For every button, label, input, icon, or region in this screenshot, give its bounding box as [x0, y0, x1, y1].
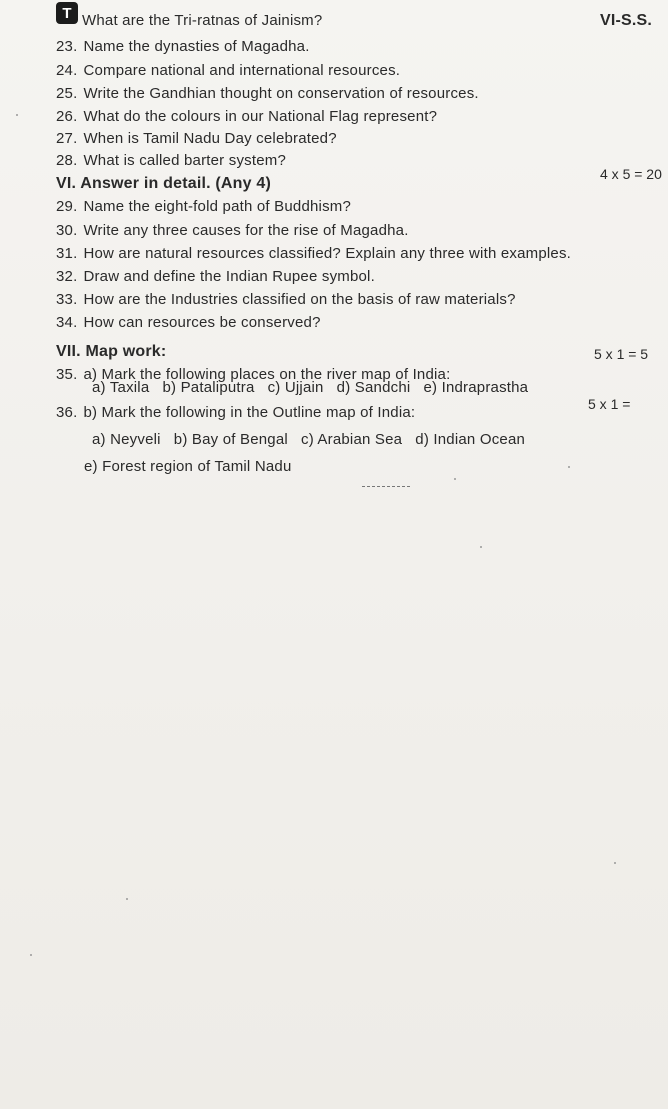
paper-speck — [30, 954, 32, 956]
paper-speck — [16, 114, 18, 116]
question-item — [56, 108, 437, 125]
question-item — [56, 198, 351, 215]
paper-speck — [568, 466, 570, 468]
options-text: a) Taxila b) Pataliputra c) Ujjain d) Sandchi e) Indraprastha — [92, 379, 529, 396]
question-item — [56, 62, 400, 79]
top-question: What are the Tri-ratnas of Jainism? — [82, 12, 323, 29]
options-text: a) Neyveli b) Bay of Bengal c) Arabian Sea d) Indian Ocean — [92, 431, 526, 448]
section-heading-vii: VII. Map work: — [56, 343, 167, 360]
end-dashes — [362, 486, 410, 487]
question-number: 33. — [56, 291, 78, 308]
paper-speck — [614, 862, 616, 864]
question-number: 26. — [56, 108, 78, 125]
question-36 — [56, 404, 415, 421]
section-heading-vi: VI. Answer in detail. (Any 4) — [56, 175, 272, 192]
paper-speck — [454, 478, 456, 480]
question-text: What is called barter system? — [83, 152, 286, 169]
question-text: How are the Industries classified on the basis of raw materials? — [83, 291, 516, 308]
marker-badge: T — [56, 2, 78, 24]
question-number: 25. — [56, 85, 78, 102]
question-text: How can resources be conserved? — [83, 314, 321, 331]
question-number: 29. — [56, 198, 78, 215]
question-number: 36. — [56, 404, 78, 421]
question-item — [56, 38, 310, 55]
question-text: a) Mark the following places on the river map of India: — [83, 366, 451, 383]
question-item — [56, 314, 321, 331]
question-number: 35. — [56, 366, 78, 383]
question-item — [56, 85, 479, 102]
question-number: 24. — [56, 62, 78, 79]
question-text: b) Mark the following in the Outline map of India: — [83, 404, 416, 421]
question-text: When is Tamil Nadu Day celebrated? — [83, 130, 337, 147]
question-item — [56, 222, 409, 239]
question-number: 28. — [56, 152, 78, 169]
question-text: What do the colours in our National Flag represent? — [83, 108, 438, 125]
question-text: Name the eight-fold path of Buddhism? — [83, 198, 352, 215]
question-number: 30. — [56, 222, 78, 239]
paper-speck — [480, 546, 482, 548]
paper-speck — [126, 898, 128, 900]
question-36-extra-option: e) Forest region of Tamil Nadu — [84, 458, 292, 475]
question-item — [56, 291, 516, 308]
question-number: 31. — [56, 245, 78, 262]
question-35-marks: 5 x 1 = 5 — [594, 346, 649, 362]
question-item — [56, 268, 375, 285]
question-item — [56, 245, 571, 262]
question-36-marks: 5 x 1 = — [588, 396, 631, 412]
question-item — [56, 130, 337, 147]
question-number: 34. — [56, 314, 78, 331]
question-text: How are natural resources classified? Explain any three with examples. — [83, 245, 572, 262]
question-35-options — [92, 379, 528, 396]
question-text: Write the Gandhian thought on conservation of resources. — [83, 85, 479, 102]
question-text: Draw and define the Indian Rupee symbol. — [83, 268, 375, 285]
question-text: Name the dynasties of Magadha. — [83, 38, 310, 55]
section-vi-marks: 4 x 5 = 20 — [600, 166, 662, 182]
question-text: Write any three causes for the rise of Magadha. — [83, 222, 409, 239]
class-label: VI-S.S. — [600, 12, 653, 29]
question-36-options — [92, 431, 525, 448]
question-number: 23. — [56, 38, 78, 55]
question-number: 27. — [56, 130, 78, 147]
question-number: 32. — [56, 268, 78, 285]
question-item — [56, 152, 286, 169]
question-text: Compare national and international resources. — [83, 62, 401, 79]
